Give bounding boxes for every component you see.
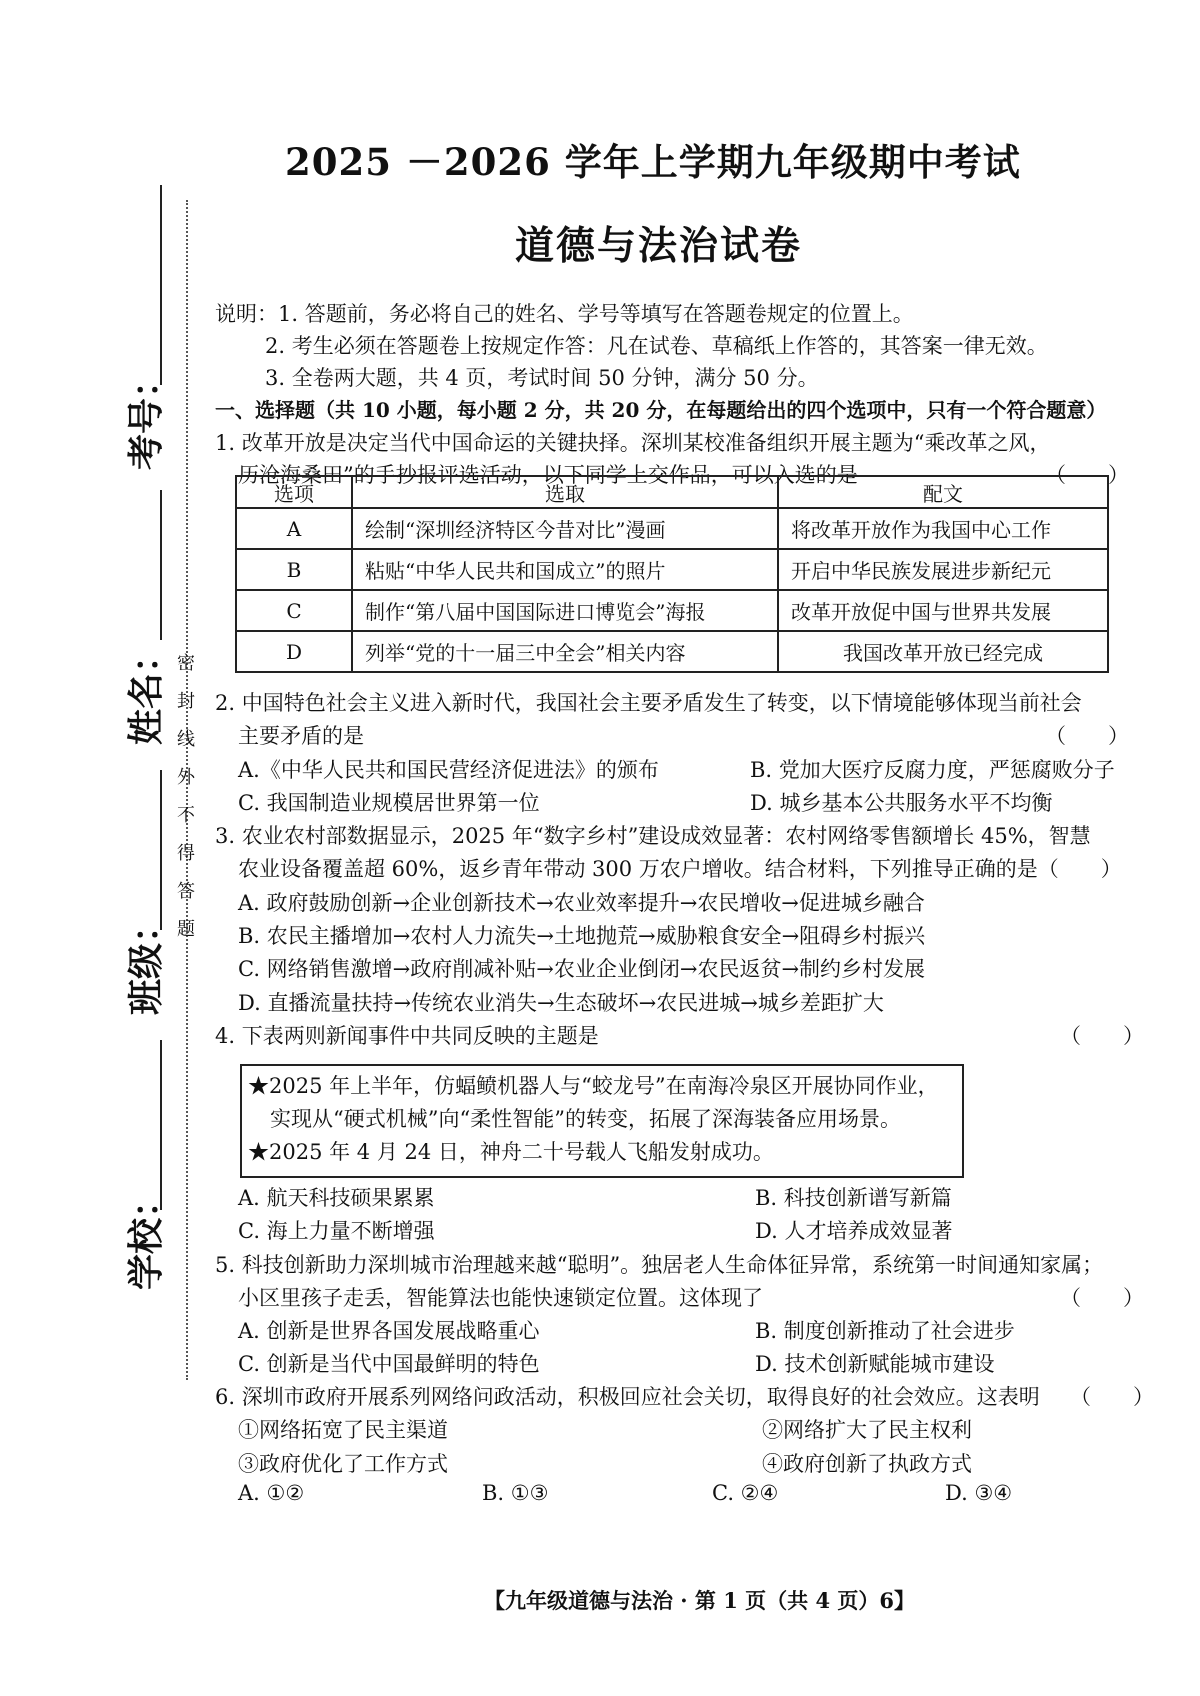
q5-option-c: C. 创新是当代中国最鲜明的特色 bbox=[238, 1352, 540, 1376]
table-header-row bbox=[236, 476, 1108, 508]
seal-line-text: 密 封 线 外 不 得 答 题 bbox=[177, 653, 195, 940]
q3-stem-line1: 3. 农业农村部数据显示，2025 年“数字乡村”建设成效显著：农村网络零售额增长 45%，智慧 bbox=[215, 824, 1091, 848]
instruction-3: 3. 全卷两大题，共 4 页，考试时间 50 分钟，满分 50 分。 bbox=[265, 366, 819, 390]
q1-answer-paren: （ ） bbox=[1045, 463, 1129, 487]
exam-number-line bbox=[160, 185, 162, 385]
q2-stem-line1: 2. 中国特色社会主义进入新时代，我国社会主要矛盾发生了转变，以下情境能够体现当前社会 bbox=[215, 691, 1082, 715]
q1-stem-line2: 历沧海桑田”的手抄报评选活动，以下同学上交作品，可以入选的是 bbox=[238, 463, 858, 487]
table-cell: 制作“第八届中国国际进口博览会”海报 bbox=[352, 590, 778, 631]
q6-option-d: D. ③④ bbox=[945, 1481, 1013, 1505]
q2-option-b: B. 党加大医疗反腐力度，严惩腐败分子 bbox=[750, 758, 1115, 782]
q4-news-2: ★2025 年 4 月 24 日，神舟二十号载人飞船发射成功。 bbox=[248, 1140, 774, 1164]
q6-statement-2: ②网络扩大了民主权利 bbox=[762, 1418, 972, 1442]
q4-option-c: C. 海上力量不断增强 bbox=[238, 1219, 435, 1243]
page-footer: 【九年级道德与法治 · 第 1 页（共 4 页）6】 bbox=[484, 1588, 916, 1613]
q4-option-b: B. 科技创新谱写新篇 bbox=[755, 1186, 952, 1210]
instruction-2: 2. 考生必须在答题卷上按规定作答：凡在试卷、草稿纸上作答的，其答案一律无效。 bbox=[265, 334, 1048, 358]
q3-option-d: D. 直播流量扶持→传统农业消失→生态破坏→农民进城→城乡差距扩大 bbox=[238, 991, 884, 1015]
name-line bbox=[160, 490, 162, 640]
q6-statement-4: ④政府创新了执政方式 bbox=[762, 1452, 972, 1476]
q6-statement-3: ③政府优化了工作方式 bbox=[238, 1452, 448, 1476]
q3-option-a: A. 政府鼓励创新→企业创新技术→农业效率提升→农民增收→促进城乡融合 bbox=[238, 891, 925, 915]
exam-number-label: 考号： bbox=[125, 361, 167, 470]
table-cell: 绘制“深圳经济特区今昔对比”漫画 bbox=[352, 508, 778, 549]
q5-stem-line2: 小区里孩子走丢，智能算法也能快速锁定位置。这体现了 bbox=[238, 1286, 763, 1310]
table-row bbox=[236, 631, 1108, 672]
table-cell: 我国改革开放已经完成 bbox=[778, 631, 1108, 672]
q3-option-b: B. 农民主播增加→农村人力流失→土地抛荒→威胁粮食安全→阻碍乡村振兴 bbox=[238, 924, 926, 948]
q5-option-a: A. 创新是世界各国发展战略重心 bbox=[238, 1319, 540, 1343]
q2-option-a: A.《中华人民共和国民营经济促进法》的颁布 bbox=[238, 758, 659, 782]
q4-option-d: D. 人才培养成效显著 bbox=[755, 1219, 953, 1243]
q5-option-d: D. 技术创新赋能城市建设 bbox=[755, 1352, 995, 1376]
table-cell: D bbox=[236, 631, 352, 672]
table-row bbox=[236, 549, 1108, 590]
table-header-cell: 选取 bbox=[352, 476, 778, 508]
table-row bbox=[236, 590, 1108, 631]
exam-subtitle: 道德与法治试卷 bbox=[515, 223, 803, 269]
q2-stem-line2: 主要矛盾的是 bbox=[238, 724, 364, 748]
table-header-cell: 选项 bbox=[236, 476, 352, 508]
q5-stem-line1: 5. 科技创新助力深圳城市治理越来越“聪明”。独居老人生命体征异常，系统第一时间通知家属； bbox=[215, 1253, 1104, 1277]
instruction-1: 说明：1. 答题前，务必将自己的姓名、学号等填写在答题卷规定的位置上。 bbox=[215, 302, 914, 326]
q1-options-table bbox=[235, 475, 1109, 673]
class-label: 班级： bbox=[125, 906, 167, 1015]
q4-stem: 4. 下表两则新闻事件中共同反映的主题是 bbox=[215, 1024, 599, 1048]
q6-option-b: B. ①③ bbox=[482, 1481, 549, 1505]
table-cell: B bbox=[236, 549, 352, 590]
q4-option-a: A. 航天科技硕果累累 bbox=[238, 1186, 435, 1210]
q2-answer-paren: （ ） bbox=[1045, 724, 1129, 748]
class-line bbox=[160, 770, 162, 930]
q1-stem-line1: 1. 改革开放是决定当代中国命运的关键抉择。深圳某校准备组织开展主题为“乘改革之风， bbox=[215, 431, 1051, 455]
q5-option-b: B. 制度创新推动了社会进步 bbox=[755, 1319, 1015, 1343]
q5-answer-paren: （ ） bbox=[1060, 1286, 1144, 1310]
q2-option-d: D. 城乡基本公共服务水平不均衡 bbox=[750, 791, 1053, 815]
q4-news-1-line1: ★2025 年上半年，仿蝠鲼机器人与“蛟龙号”在南海冷泉区开展协同作业， bbox=[248, 1074, 939, 1098]
name-label: 姓名： bbox=[125, 636, 167, 745]
table-row bbox=[236, 508, 1108, 549]
table-cell: C bbox=[236, 590, 352, 631]
q6-option-c: C. ②④ bbox=[712, 1481, 779, 1505]
exam-title: 2025 －2026 学年上学期九年级期中考试 bbox=[285, 140, 1021, 184]
table-cell: 粘贴“中华人民共和国成立”的照片 bbox=[352, 549, 778, 590]
q6-stem: 6. 深圳市政府开展系列网络问政活动，积极回应社会关切，取得良好的社会效应。这表明 bbox=[215, 1385, 1040, 1409]
q6-answer-paren: （ ） bbox=[1070, 1385, 1154, 1409]
q4-news-1-line2: 实现从“硬式机械”向“柔性智能”的转变，拓展了深海装备应用场景。 bbox=[270, 1107, 901, 1131]
table-cell: 改革开放促中国与世界共发展 bbox=[778, 590, 1108, 631]
table-cell: A bbox=[236, 508, 352, 549]
q3-stem-line2: 农业设备覆盖超 60%，返乡青年带动 300 万农户增收。结合材料，下列推导正确的是（ ） bbox=[238, 857, 1122, 881]
table-header-cell: 配文 bbox=[778, 476, 1108, 508]
table-cell: 开启中华民族发展进步新纪元 bbox=[778, 549, 1108, 590]
q4-answer-paren: （ ） bbox=[1060, 1024, 1144, 1048]
table-cell: 将改革开放作为我国中心工作 bbox=[778, 508, 1108, 549]
q3-option-c: C. 网络销售激增→政府削减补贴→农业企业倒闭→农民返贫→制约乡村发展 bbox=[238, 957, 926, 981]
binding-margin bbox=[0, 0, 200, 1696]
table-cell: 列举“党的十一届三中全会”相关内容 bbox=[352, 631, 778, 672]
school-line bbox=[160, 1040, 162, 1210]
school-label: 学校： bbox=[125, 1181, 167, 1290]
q2-option-c: C. 我国制造业规模居世界第一位 bbox=[238, 791, 540, 815]
q6-statement-1: ①网络拓宽了民主渠道 bbox=[238, 1418, 448, 1442]
section-heading: 一、选择题（共 10 小题，每小题 2 分，共 20 分，在每题给出的四个选项中，只有一个符合题意） bbox=[215, 398, 1107, 422]
q6-option-a: A. ①② bbox=[238, 1481, 305, 1505]
